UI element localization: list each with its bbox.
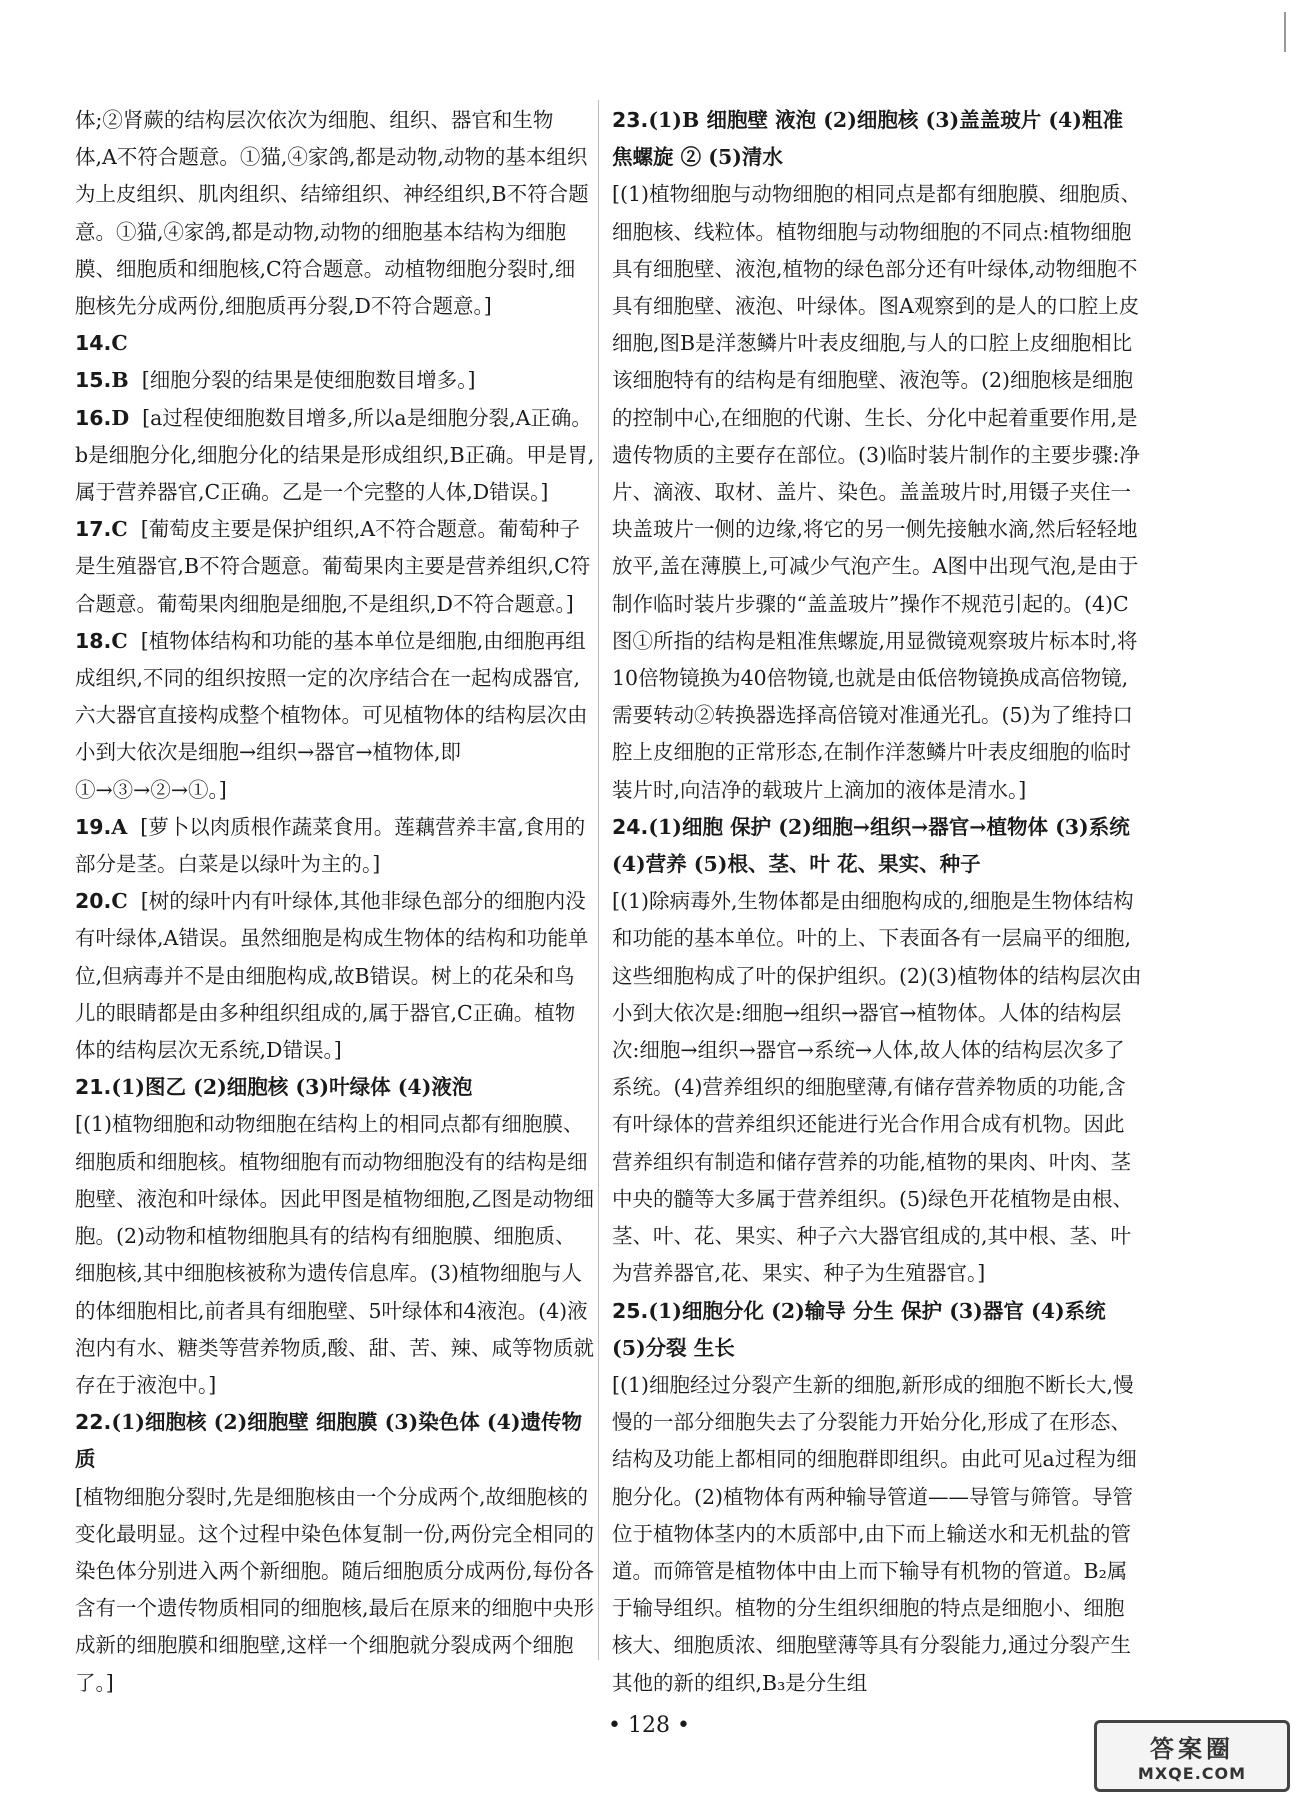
explanation-text: [葡萄皮主要是保护组织,A不符合题意。葡萄种子是生殖器官,B不符合题意。葡萄果肉主要是营养组织,C符合题意。葡萄果肉细胞是细胞,不是组织,D不符合题意。] [75,517,591,616]
answer-entry [75,1069,595,1404]
answer-line [75,362,595,399]
question-number: 15. [75,368,112,393]
answer-entry [75,809,595,883]
answer-line [612,809,1142,883]
answer-line [75,623,595,809]
answer-line [612,1293,1142,1367]
column-divider [598,100,599,1660]
answer-text: (1)B 细胞壁 液泡 (2)细胞核 (3)盖盖玻片 (4)粗准焦螺旋 ② (5)清水 [612,108,1123,170]
answer-line [75,883,595,1069]
watermark-url: MXQE.COM [1137,1764,1247,1783]
scan-edge-mark [1284,12,1286,52]
answer-text: B [111,368,129,393]
explanation-text: 体;②肾蕨的结构层次依次为细胞、组织、器官和生物体,A不符合题意。①猫,④家鸽,都是动物,动物的基本组织为上皮组织、肌肉组织、结缔组织、神经组织,B不符合题意。①猫,④家鸽,都是动物,动物的细胞基本结构为细胞膜、细胞质和细胞核,C符合题意。动植物细胞分裂时,细胞核先分成两份,细胞质再分裂,D不符合题意。] [75,108,589,319]
answer-text: C [111,517,128,542]
answer-line [612,102,1142,176]
question-number: 18. [75,628,112,653]
answer-entry [75,883,595,1069]
answer-text: C [111,331,128,356]
answer-line [75,511,595,623]
explanation-text: [(1)植物细胞和动物细胞在结构上的相同点都有细胞膜、细胞质和细胞核。植物细胞有而动物细胞没有的结构是细胞壁、液泡和叶绿体。因此甲图是植物细胞,乙图是动物细胞。(2)动物和植物细胞具有的结构有细胞膜、细胞质、细胞核,其中细胞核被称为遗传信息库。(3)植物细胞与人的体细胞相比,前者具有细胞壁、5叶绿体和4液泡。(4)液泡内有水、糖类等营养物质,酸、甜、苦、辣、咸等物质就存在于液泡中。] [75,1112,595,1397]
page-number: • 128 • [608,1713,690,1738]
explanation-text: [植物细胞分裂时,先是细胞核由一个分成两个,故细胞核的变化最明显。这个过程中染色体复制一份,两份完全相同的染色体分别进入两个新细胞。随后细胞质分成两份,每份各含有一个遗传物质相同的细胞核,最后在原来的细胞中央形成新的细胞膜和细胞壁,这样一个细胞就分裂成两个细胞了。] [75,1484,595,1695]
right-column [612,102,1142,1702]
answer-text: C [111,889,128,914]
question-number: 17. [75,517,112,542]
answer-line [75,1069,595,1106]
question-number: 14. [75,331,112,356]
explanation-text: [(1)细胞经过分裂产生新的细胞,新形成的细胞不断长大,慢慢的一部分细胞失去了分裂能力开始分化,形成了在形态、结构及功能上都相同的细胞群即组织。由此可见a过程为细胞分化。(2)植物体有两种输导管道——导管与筛管。导管位于植物体茎内的木质部中,由下而上输送水和无机盐的管道。而筛管是植物体中由上而下输导有机物的管道。B₂属于输导组织。植物的分生组织细胞的特点是细胞小、细胞核大、细胞质浓、细胞壁薄等具有分裂能力,通过分裂产生其他的新的组织,B₃是分生组 [612,1372,1137,1695]
answer-entry [75,511,595,623]
watermark-logo [1094,1720,1290,1792]
question-number: 16. [75,405,112,430]
answer-entry [75,102,595,325]
explanation-text: [树的绿叶内有叶绿体,其他非绿色部分的细胞内没有叶绿体,A错误。虽然细胞是构成生物体的结构和功能单位,但病毒并不是由细胞构成,故B错误。树上的花朵和鸟儿的眼睛都是由多种组织组成的,属于器官,C正确。植物体的结构层次无系统,D错误。] [75,889,589,1063]
question-number: 20. [75,889,112,914]
question-number: 22. [75,1410,112,1435]
question-number: 23. [612,108,649,132]
answer-entry [75,1404,595,1702]
answer-text: (1)细胞 保护 (2)细胞→组织→器官→植物体 (3)系统 (4)营养 (5)根、茎、叶 花、果实、种子 [612,814,1137,877]
answer-text: (1)图乙 (2)细胞核 (3)叶绿体 (4)液泡 [111,1075,473,1100]
question-number: 19. [75,814,112,839]
answer-text: (1)细胞核 (2)细胞壁 细胞膜 (3)染色体 (4)遗传物质 [75,1410,583,1472]
answer-entry [75,325,595,362]
answer-entry [612,1293,1142,1702]
explanation-text: [植物体结构和功能的基本单位是细胞,由细胞再组成组织,不同的组织按照一定的次序结合在一起构成器官,六大器官直接构成整个植物体。可见植物体的结构层次由小到大依次是细胞→组织→器官→植物体,即①→③→②→①。] [75,628,588,802]
answer-entry [612,809,1142,1293]
answer-entry [612,102,1142,809]
answer-line [75,1404,595,1478]
explanation-text: [a过程使细胞数目增多,所以a是细胞分裂,A正确。b是细胞分化,细胞分化的结果是形成组织,B正确。甲是胃,属于营养器官,C正确。乙是一个完整的人体,D错误。] [75,405,595,505]
explanation-text: [萝卜以肉质根作蔬菜食用。莲藕营养丰富,食用的部分是茎。白菜是以绿叶为主的。] [75,814,586,877]
left-column [75,102,595,1702]
answer-text: D [111,405,130,430]
answer-line [75,400,595,512]
answer-text: A [111,814,128,839]
question-number: 21. [75,1075,112,1100]
answer-line [75,325,595,362]
explanation-text: [(1)植物细胞与动物细胞的相同点是都有细胞膜、细胞质、细胞核、线粒体。植物细胞与动物细胞的不同点:植物细胞具有细胞壁、液泡,植物的绿色部分还有叶绿体,动物细胞不具有细胞壁、液泡、叶绿体。图A观察到的是人的口腔上皮细胞,图B是洋葱鳞片叶表皮细胞,与人的口腔上皮细胞相比该细胞特有的结构是有细胞壁、液泡等。(2)细胞核是细胞的控制中心,在细胞的代谢、生长、分化中起着重要作用,是遗传物质的主要存在部位。(3)临时装片制作的主要步骤:净片、滴液、取材、盖片、染色。盖盖玻片时,用镊子夹住一块盖玻片一侧的边缘,将它的另一侧先接触水滴,然后轻轻地放平,盖在薄膜上,可减少气泡产生。A图中出现气泡,是由于制作临时装片步骤的“盖盖玻片”操作不规范引起的。(4)C图①所指的结构是粗准焦螺旋,用显微镜观察玻片标本时,将10倍物镜换为40倍物镜,也就是由低倍物镜换成高倍物镜,需要转动②转换器选择高倍镜对准通光孔。(5)为了维持口腔上皮细胞的正常形态,在制作洋葱鳞片叶表皮细胞的临时装片时,向洁净的载玻片上滴加的液体是清水。] [612,182,1142,802]
answer-entry [75,400,595,512]
answer-entry [75,362,595,399]
answer-text: (1)细胞分化 (2)输导 分生 保护 (3)器官 (4)系统 (5)分裂 生长 [612,1298,1113,1360]
question-number: 25. [612,1298,649,1323]
answer-text: C [111,628,128,653]
watermark-title: 答案圈 [1150,1735,1234,1763]
explanation-text: [细胞分裂的结果是使细胞数目增多。] [141,368,476,393]
question-number: 24. [612,814,649,839]
answer-entry [75,623,595,809]
answer-line [75,809,595,883]
explanation-text: [(1)除病毒外,生物体都是由细胞构成的,细胞是生物体结构和功能的基本单位。叶的上、下表面各有一层扁平的细胞,这些细胞构成了叶的保护组织。(2)(3)植物体的结构层次由小到大依次是:细胞→组织→器官→植物体。人体的结构层次:细胞→组织→器官→系统→人体,故人体的结构层次多了系统。(4)营养组织的细胞壁薄,有储存营养物质的功能,含有叶绿体的营养组织还能进行光合作用合成有机物。因此营养组织有制造和储存营养的功能,植物的果肉、叶肉、茎中央的髓等大多属于营养组织。(5)绿色开花植物是由根、茎、叶、花、果实、种子六大器官组成的,其中根、茎、叶为营养器官,花、果实、种子为生殖器官。] [612,889,1142,1286]
